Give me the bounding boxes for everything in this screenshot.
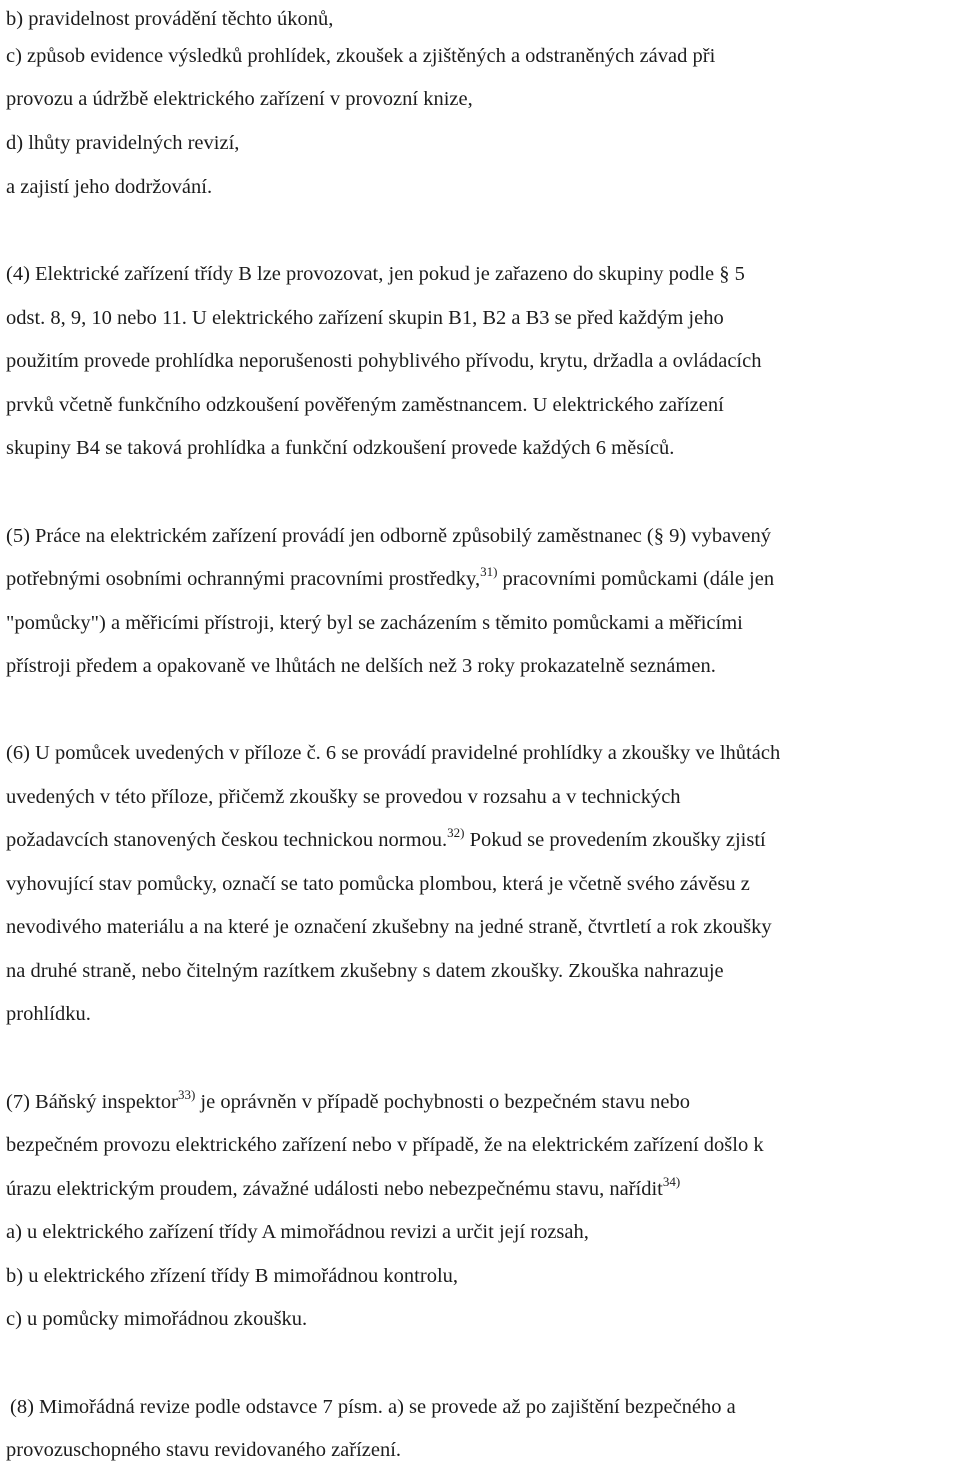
text-segment: Pokud se provedením zkoušky zjistí bbox=[464, 829, 766, 851]
text-line: (5) Práce na elektrickém zařízení provádí jen odborně způsobilý zaměstnanec (§ 9) vybavený bbox=[6, 525, 772, 547]
text-line: c) u pomůcky mimořádnou zkoušku. bbox=[6, 1308, 308, 1330]
text-line: (4) Elektrické zařízení třídy B lze provozovat, jen pokud je zařazeno do skupiny podle § 5 bbox=[6, 263, 745, 285]
text-line: skupiny B4 se taková prohlídka a funkční odzkoušení provede každých 6 měsíců. bbox=[6, 437, 675, 459]
text-line: použitím provede prohlídka neporušenosti pohyblivého přívodu, krytu, držadla a ovládacích bbox=[6, 350, 762, 372]
text-segment: je oprávněn v případě pochybnosti o bezpečném stavu nebo bbox=[195, 1091, 690, 1113]
text-line: vyhovující stav pomůcky, označí se tato pomůcka plombou, která je včetně svého závěsu z bbox=[6, 873, 750, 895]
text-line bbox=[6, 1174, 681, 1201]
footnote-ref: 32) bbox=[447, 825, 465, 840]
text-line: nevodivého materiálu a na které je označení zkušebny na jedné straně, čtvrtletí a rok zkoušky bbox=[6, 916, 772, 938]
text-line: "pomůcky") a měřicími přístroji, který byl se zacházením s těmito pomůckami a měřicími bbox=[6, 612, 743, 634]
text-line bbox=[6, 1087, 690, 1114]
text-line: (6) U pomůcek uvedených v příloze č. 6 se provádí pravidelné prohlídky a zkoušky ve lhůtách bbox=[6, 742, 781, 764]
text-line: b) pravidelnost provádění těchto úkonů, bbox=[6, 8, 334, 30]
text-segment: (7) Báňský inspektor bbox=[6, 1091, 178, 1113]
text-line: (8) Mimořádná revize podle odstavce 7 písm. a) se provede až po zajištění bezpečného a bbox=[10, 1396, 736, 1418]
text-line: bezpečném provozu elektrického zařízení nebo v případě, že na elektrickém zařízení došlo k bbox=[6, 1134, 764, 1156]
text-line: prohlídku. bbox=[6, 1003, 91, 1025]
text-line: prvků včetně funkčního odzkoušení pověřeným zaměstnancem. U elektrického zařízení bbox=[6, 394, 724, 416]
text-line: a zajistí jeho dodržování. bbox=[6, 176, 213, 198]
text-line: přístroji předem a opakovaně ve lhůtách ne delších než 3 roky prokazatelně seznámen. bbox=[6, 655, 716, 677]
text-line: provozuschopného stavu revidovaného zařízení. bbox=[6, 1439, 402, 1461]
text-segment: potřebnými osobními ochrannými pracovními prostředky, bbox=[6, 568, 481, 590]
text-line: c) způsob evidence výsledků prohlídek, zkoušek a zjištěných a odstraněných závad při bbox=[6, 45, 716, 67]
text-segment: požadavcích stanovených českou technickou normou. bbox=[6, 829, 448, 851]
text-line: odst. 8, 9, 10 nebo 11. U elektrického zařízení skupin B1, B2 a B3 se před každým jeho bbox=[6, 307, 724, 329]
text-line: provozu a údržbě elektrického zařízení v provozní knize, bbox=[6, 88, 473, 110]
footnote-ref: 34) bbox=[662, 1174, 681, 1189]
text-line bbox=[6, 825, 766, 852]
text-segment: pracovními pomůckami (dále jen bbox=[497, 568, 775, 590]
text-line: a) u elektrického zařízení třídy A mimořádnou revizi a určit její rozsah, bbox=[6, 1221, 589, 1243]
text-line: na druhé straně, nebo čitelným razítkem zkušebny s datem zkoušky. Zkouška nahrazuje bbox=[6, 960, 724, 982]
text-line bbox=[6, 564, 775, 591]
text-segment: úrazu elektrickým proudem, závažné události nebo nebezpečnému stavu, nařídit bbox=[6, 1178, 663, 1200]
text-line: b) u elektrického zřízení třídy B mimořádnou kontrolu, bbox=[6, 1265, 459, 1287]
text-line: uvedených v této příloze, přičemž zkoušky se provedou v rozsahu a v technických bbox=[6, 786, 681, 808]
footnote-ref: 33) bbox=[177, 1087, 196, 1102]
footnote-ref: 31) bbox=[480, 564, 498, 579]
text-line: d) lhůty pravidelných revizí, bbox=[6, 132, 240, 154]
